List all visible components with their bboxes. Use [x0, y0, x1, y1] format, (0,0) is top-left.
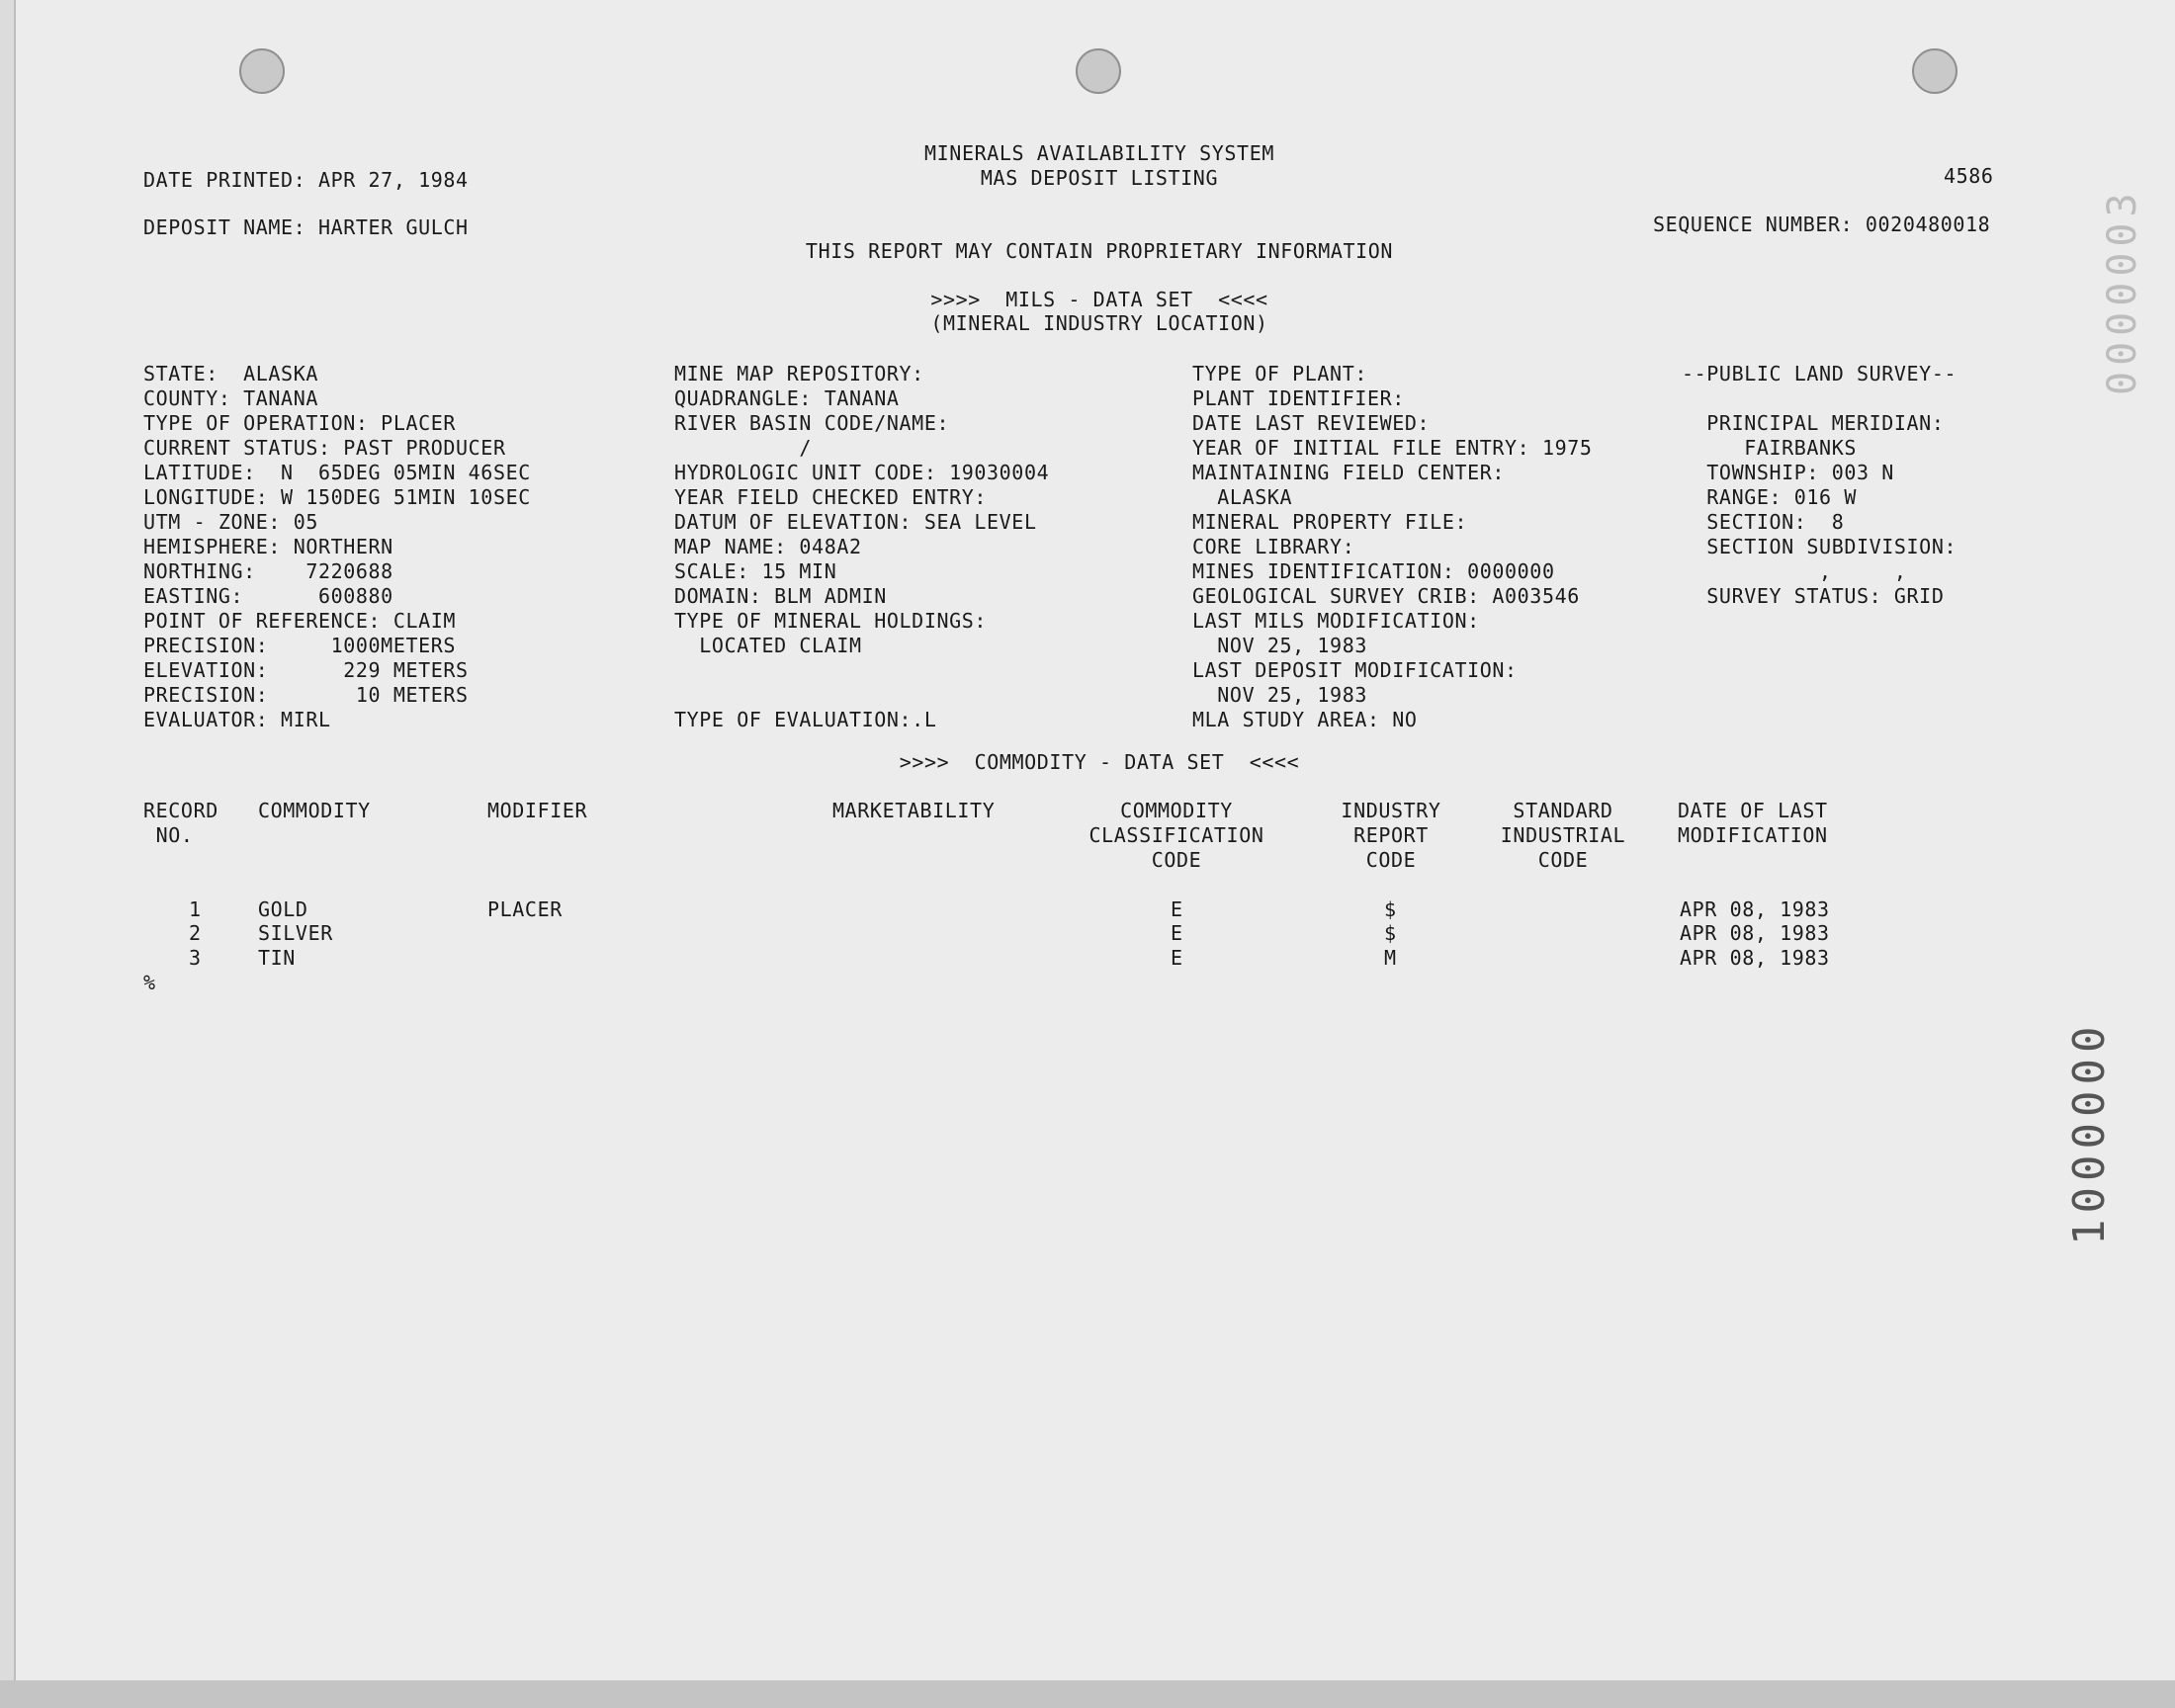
field-line: PRECISION: 1000METERS: [143, 634, 457, 657]
field-line: [674, 658, 1049, 683]
field-line: RANGE: 016 W: [1682, 485, 1857, 509]
field-line: TYPE OF EVALUATION:.L: [674, 708, 937, 731]
record-no: 1: [189, 897, 202, 921]
field-line: PRINCIPAL MERIDIAN:: [1682, 411, 1945, 435]
scan-edge: [0, 1680, 2175, 1708]
modification-date: APR 08, 1983: [1680, 897, 1830, 921]
field-line: MAP NAME: 048A2: [674, 535, 862, 558]
field-line: SCALE: 15 MIN: [674, 559, 837, 583]
record-no: 3: [189, 946, 202, 970]
field-line: POINT OF REFERENCE: CLAIM: [143, 609, 457, 633]
column-header: INDUSTRIAL: [1500, 823, 1626, 847]
system-title: MINERALS AVAILABILITY SYSTEM: [924, 141, 1274, 165]
field-line: TYPE OF PLANT:: [1192, 362, 1367, 385]
field-line: TYPE OF OPERATION: PLACER: [143, 411, 457, 435]
record-no: 2: [189, 921, 202, 945]
mils-heading: >>>> MILS - DATA SET <<<<: [930, 288, 1268, 311]
field-line: DATUM OF ELEVATION: SEA LEVEL: [674, 510, 1037, 534]
field-line: UTM - ZONE: 05: [143, 510, 318, 534]
mils-column-plant: [1192, 362, 1593, 732]
field-line: HYDROLOGIC UNIT CODE: 19030004: [674, 461, 1050, 484]
field-line: SECTION SUBDIVISION:: [1682, 535, 1958, 558]
modification-date: APR 08, 1983: [1680, 946, 1830, 970]
field-line: ALASKA: [1192, 485, 1293, 509]
classification-code: E: [1171, 897, 1183, 921]
column-header: REPORT: [1353, 823, 1429, 847]
field-line: TOWNSHIP: 003 N: [1682, 461, 1894, 484]
public-land-survey: [1682, 362, 1957, 609]
binder-hole-center: [1076, 48, 1121, 94]
field-line: ELEVATION: 229 METERS: [143, 658, 469, 682]
field-line: EASTING: 600880: [143, 584, 393, 608]
field-line: DATE LAST REVIEWED:: [1192, 411, 1431, 435]
field-line: YEAR OF INITIAL FILE ENTRY: 1975: [1192, 436, 1593, 460]
header-modifier: [487, 799, 587, 823]
field-line: RIVER BASIN CODE/NAME:: [674, 411, 950, 435]
column-header: COMMODITY: [1120, 799, 1233, 822]
sequence-number: SEQUENCE NUMBER: 0020480018: [1653, 213, 1991, 236]
industry-report-code: $: [1384, 897, 1397, 921]
survey-heading: --PUBLIC LAND SURVEY--: [1682, 362, 1958, 385]
commodity-name: GOLD: [258, 897, 308, 921]
binder-hole-right: [1912, 48, 1958, 94]
industry-report-code: M: [1384, 946, 1397, 970]
commodity-name: TIN: [258, 946, 296, 970]
field-line: SECTION: 8: [1682, 510, 1845, 534]
column-header: INDUSTRY: [1341, 799, 1441, 822]
end-marker: %: [143, 971, 156, 994]
field-line: NOV 25, 1983: [1192, 683, 1367, 707]
field-line: NOV 25, 1983: [1192, 634, 1367, 657]
mils-column-location: [143, 362, 531, 732]
header-commodity: [258, 799, 371, 823]
column-header: MARKETABILITY: [832, 799, 996, 822]
column-header: DATE OF LAST: [1678, 799, 1828, 822]
modifier: PLACER: [487, 897, 563, 921]
classification-code: E: [1171, 921, 1183, 945]
field-line: STATE: ALASKA: [143, 362, 318, 385]
field-line: QUADRANGLE: TANANA: [674, 386, 900, 410]
field-line: GEOLOGICAL SURVEY CRIB: A003546: [1192, 584, 1580, 608]
column-header: STANDARD: [1513, 799, 1613, 822]
header-standard-industrial: [1501, 799, 1625, 873]
field-line: PLANT IDENTIFIER:: [1192, 386, 1405, 410]
field-line: MAINTAINING FIELD CENTER:: [1192, 461, 1506, 484]
deposit-name: DEPOSIT NAME: HARTER GULCH: [143, 215, 469, 239]
field-line: , ,: [1682, 559, 1907, 583]
field-line: LAST MILS MODIFICATION:: [1192, 609, 1480, 633]
column-header: CODE: [1151, 848, 1202, 872]
classification-code: E: [1171, 946, 1183, 970]
field-line: NORTHING: 7220688: [143, 559, 393, 583]
modification-date: APR 08, 1983: [1680, 921, 1830, 945]
mils-column-map: [674, 362, 1049, 732]
commodity-name: SILVER: [258, 921, 333, 945]
field-line: FAIRBANKS: [1682, 436, 1857, 460]
proprietary-notice: THIS REPORT MAY CONTAIN PROPRIETARY INFORMATION: [805, 239, 1394, 263]
column-header: RECORD: [143, 799, 218, 822]
header-classification: [1089, 799, 1264, 873]
margin-faint-stamp: 0000003: [2100, 187, 2145, 395]
printout-sheet: [14, 0, 2175, 1680]
field-line: MINE MAP REPOSITORY:: [674, 362, 924, 385]
field-line: /: [674, 436, 813, 460]
column-header: CODE: [1365, 848, 1417, 872]
header-record-no: [143, 799, 218, 848]
field-line: PRECISION: 10 METERS: [143, 683, 469, 707]
field-line: MLA STUDY AREA: NO: [1192, 708, 1418, 731]
field-line: [1682, 386, 1957, 411]
column-header: NO.: [143, 823, 194, 847]
date-printed: DATE PRINTED: APR 27, 1984: [143, 168, 469, 192]
field-line: YEAR FIELD CHECKED ENTRY:: [674, 485, 988, 509]
field-line: SURVEY STATUS: GRID: [1682, 584, 1945, 608]
field-line: MINERAL PROPERTY FILE:: [1192, 510, 1468, 534]
field-line: CORE LIBRARY:: [1192, 535, 1355, 558]
field-line: LOCATED CLAIM: [674, 634, 862, 657]
field-line: LONGITUDE: W 150DEG 51MIN 10SEC: [143, 485, 531, 509]
mils-subheading: (MINERAL INDUSTRY LOCATION): [930, 311, 1268, 335]
field-line: MINES IDENTIFICATION: 0000000: [1192, 559, 1555, 583]
field-line: EVALUATOR: MIRL: [143, 708, 331, 731]
column-header: CLASSIFICATION: [1088, 823, 1264, 847]
industry-report-code: $: [1384, 921, 1397, 945]
page-number: 4586: [1944, 164, 1994, 188]
binder-hole-left: [239, 48, 285, 94]
column-header: CODE: [1537, 848, 1589, 872]
commodity-heading: >>>> COMMODITY - DATA SET <<<<: [899, 750, 1300, 774]
header-industry-report: [1341, 799, 1440, 873]
field-line: DOMAIN: BLM ADMIN: [674, 584, 887, 608]
field-line: LATITUDE: N 65DEG 05MIN 46SEC: [143, 461, 531, 484]
column-header: MODIFICATION: [1678, 823, 1828, 847]
column-header: MODIFIER: [487, 799, 588, 822]
field-line: TYPE OF MINERAL HOLDINGS:: [674, 609, 988, 633]
listing-title: MAS DEPOSIT LISTING: [980, 166, 1219, 190]
column-header: COMMODITY: [258, 799, 371, 822]
field-line: [674, 683, 1049, 708]
header-date-last-mod: [1678, 799, 1828, 848]
field-line: COUNTY: TANANA: [143, 386, 318, 410]
field-line: LAST DEPOSIT MODIFICATION:: [1192, 658, 1518, 682]
field-line: CURRENT STATUS: PAST PRODUCER: [143, 436, 506, 460]
field-line: HEMISPHERE: NORTHERN: [143, 535, 393, 558]
margin-stamp: 1000000: [2064, 1020, 2115, 1245]
header-marketability: [832, 799, 995, 823]
